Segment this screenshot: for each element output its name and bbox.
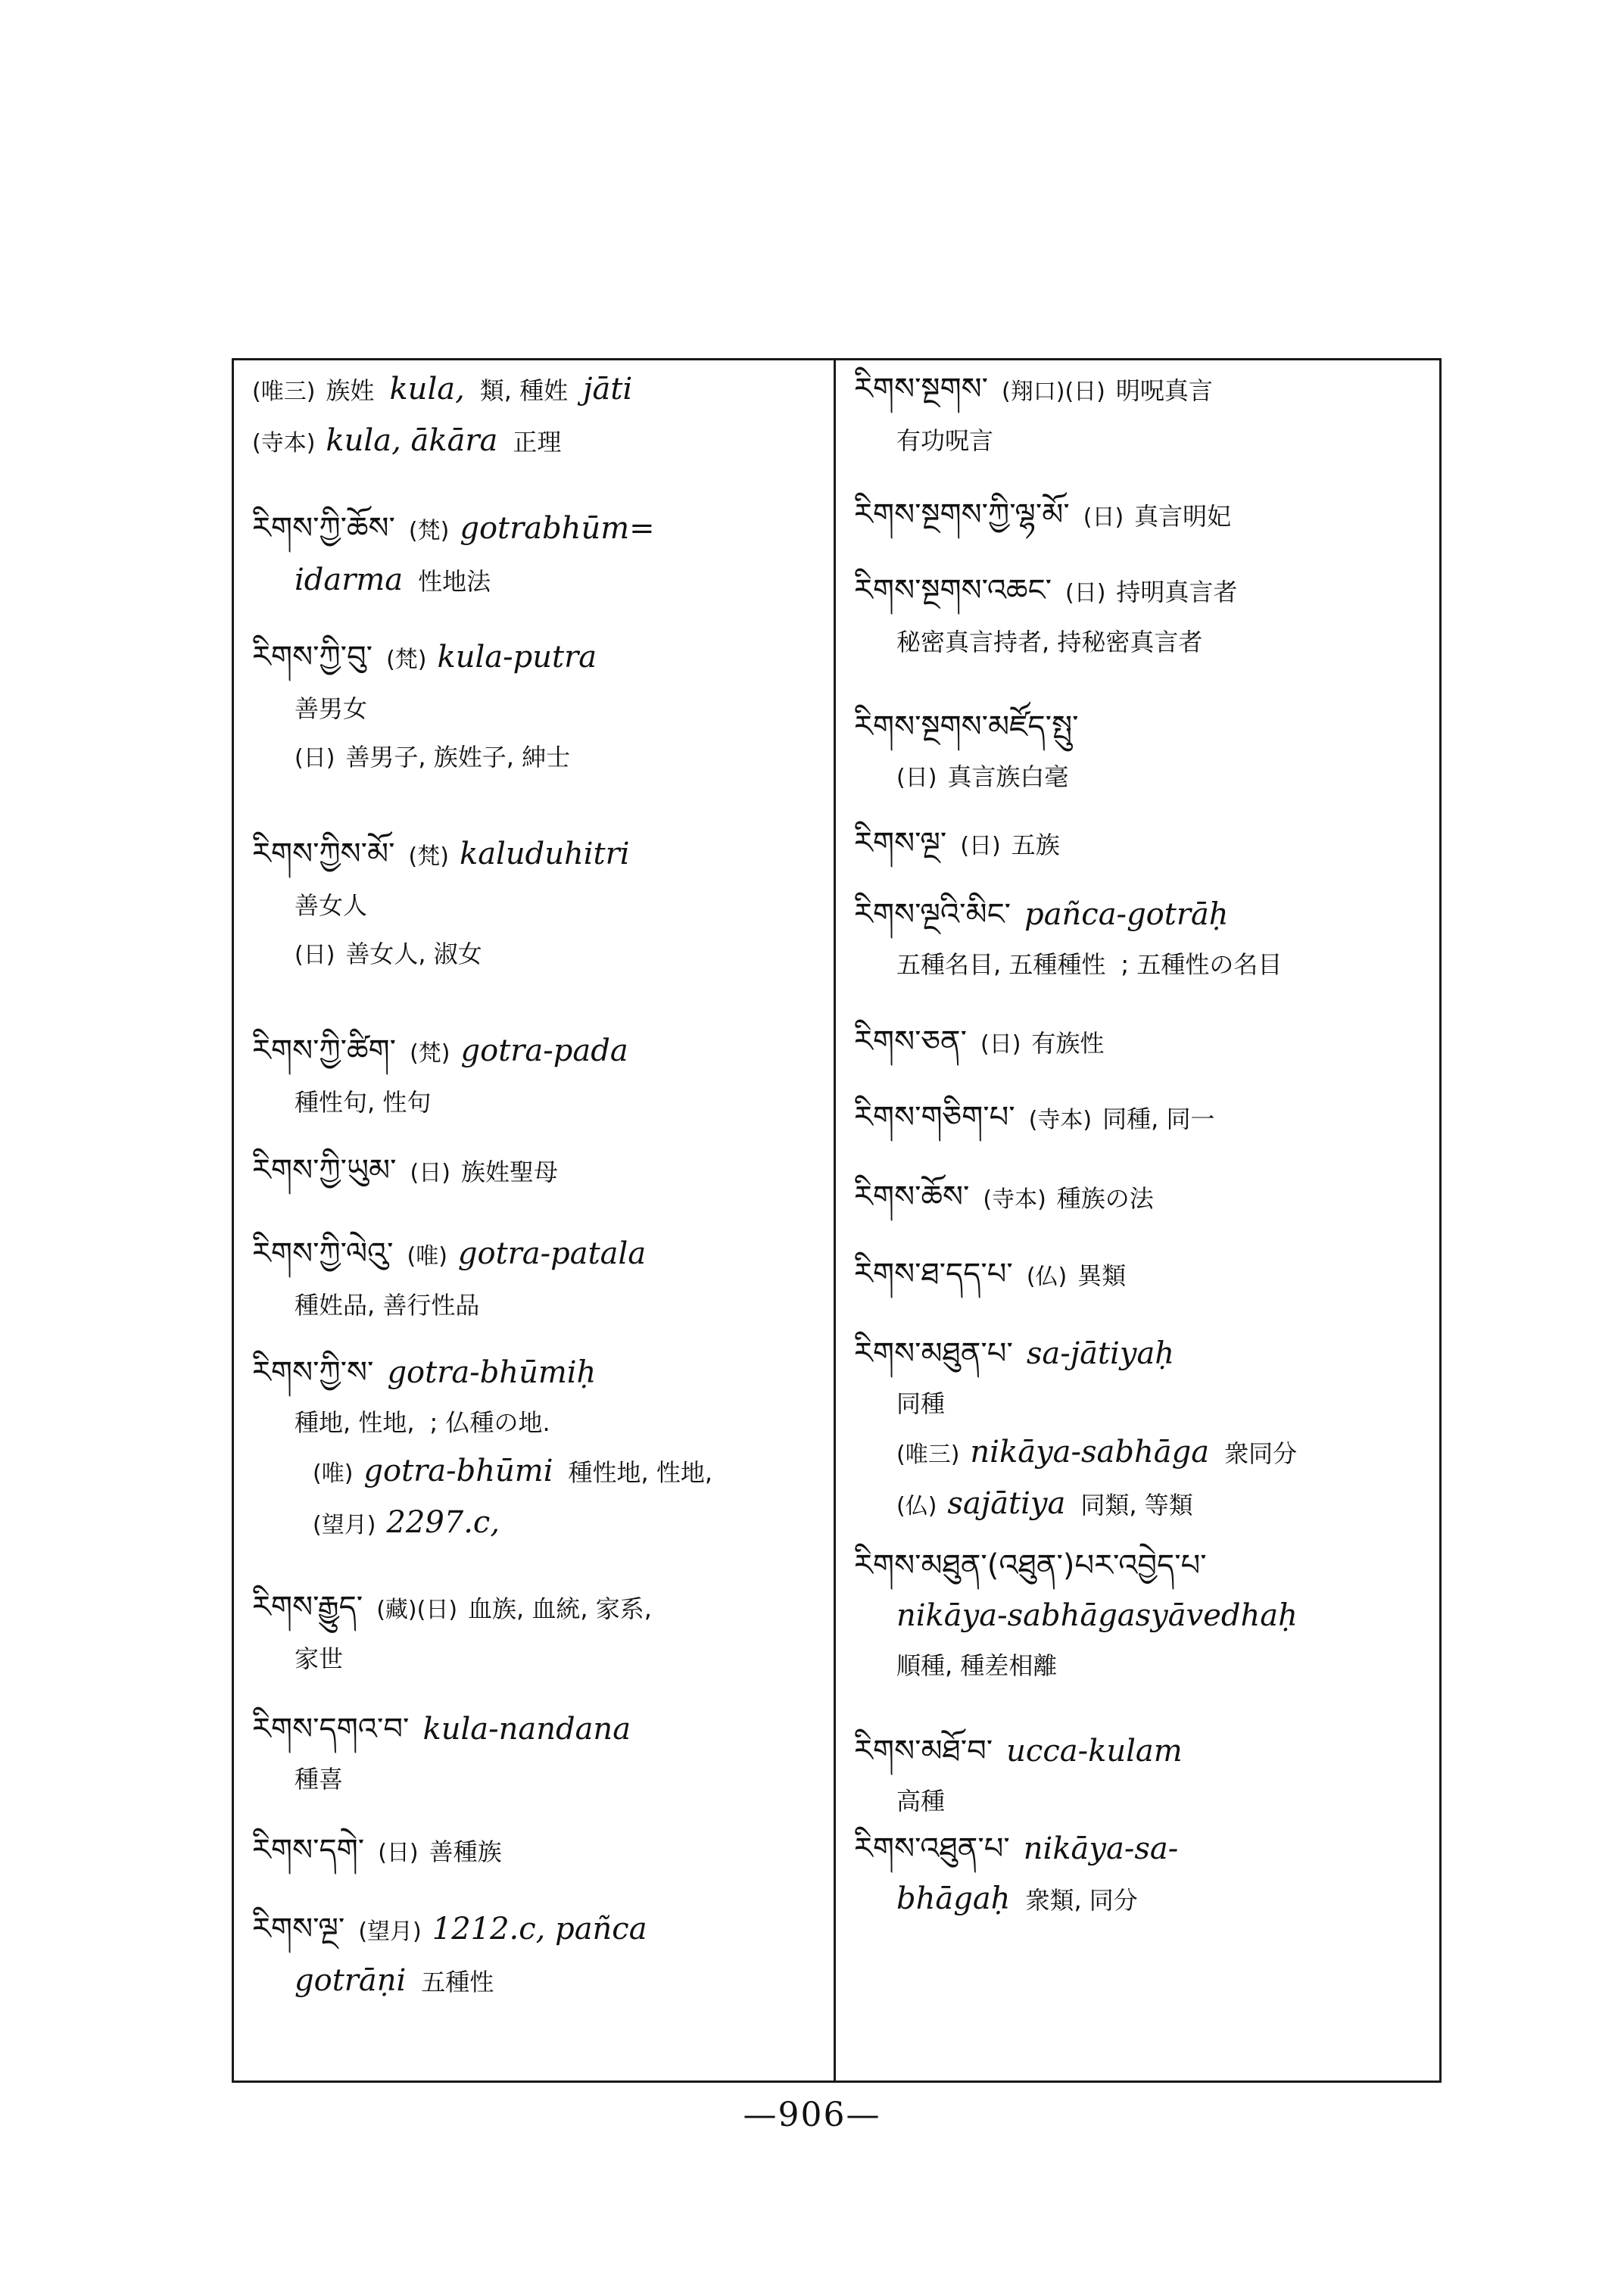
source-abbrev: (藏)(日) bbox=[376, 1597, 458, 1623]
sanskrit-term: nikāya-sabhāga bbox=[970, 1435, 1210, 1470]
japanese-gloss: 種地, 性地, bbox=[295, 1408, 415, 1437]
page-number: —906— bbox=[743, 2096, 881, 2134]
entry-line bbox=[854, 1379, 1427, 1428]
sanskrit-term: sa-jātiyaḥ bbox=[1026, 1336, 1175, 1371]
entry-line bbox=[854, 1875, 1427, 1925]
dictionary-entry bbox=[252, 365, 821, 468]
tibetan-headword: རིགས་ཀྱི་ཚིག་ bbox=[252, 1033, 397, 1068]
japanese-gloss: 族姓聖母 bbox=[460, 1158, 558, 1186]
source-abbrev: (唯) bbox=[407, 1243, 447, 1270]
source-abbrev: (日) bbox=[378, 1840, 419, 1866]
japanese-gloss: 種喜 bbox=[295, 1765, 344, 1794]
tibetan-headword: རིགས་སྔགས་ཀྱི་ལྷ་མོ་ bbox=[854, 497, 1070, 532]
japanese-gloss: 五種名目, 五種種性 bbox=[896, 950, 1106, 979]
entry-line bbox=[252, 1635, 821, 1683]
dictionary-entry bbox=[854, 1093, 1427, 1145]
japanese-gloss: 種性句, 性句 bbox=[295, 1088, 432, 1117]
japanese-gloss: ; 五種性の名目 bbox=[1121, 950, 1283, 979]
source-abbrev: (唯三) bbox=[252, 379, 316, 405]
entry-line bbox=[252, 1230, 821, 1281]
source-abbrev: (梵) bbox=[410, 1040, 450, 1067]
dictionary-entry bbox=[854, 1018, 1427, 1069]
sanskrit-term: gotra-bhūmiḥ bbox=[387, 1355, 597, 1390]
dictionary-entry bbox=[854, 1329, 1427, 1531]
japanese-gloss: 善男子, 族姓子, 紳士 bbox=[345, 743, 571, 771]
entry-line bbox=[854, 703, 1427, 753]
tibetan-headword: རིགས་ཀྱི་ཆོས་ bbox=[252, 511, 395, 546]
sanskrit-term: ucca-kulam bbox=[1006, 1734, 1183, 1769]
dictionary-entry bbox=[252, 1348, 821, 1550]
source-abbrev: (梵) bbox=[408, 843, 449, 870]
japanese-gloss: 性地法 bbox=[418, 567, 491, 596]
entry-line bbox=[252, 1027, 821, 1078]
entry-line bbox=[854, 1250, 1427, 1301]
dictionary-entry bbox=[854, 1250, 1427, 1301]
entry-line bbox=[854, 365, 1427, 416]
tibetan-headword: རིགས་གཅིག་པ་ bbox=[854, 1100, 1015, 1135]
japanese-gloss: 五族 bbox=[1011, 831, 1060, 859]
sanskrit-term: gotrāṇi bbox=[295, 1963, 407, 1998]
japanese-gloss: 真言族白毫 bbox=[947, 762, 1069, 791]
tibetan-headword: རིགས་འཐུན་པ་ bbox=[854, 1831, 1010, 1866]
dictionary-entry bbox=[252, 1027, 821, 1127]
entry-line bbox=[252, 1348, 821, 1398]
source-abbrev: (日) bbox=[295, 745, 335, 771]
japanese-gloss: 血族, 血統, 家系, bbox=[468, 1594, 652, 1623]
entry-line bbox=[252, 365, 821, 416]
sanskrit-term: kula, bbox=[389, 372, 465, 407]
japanese-gloss: 善女人, 淑女 bbox=[345, 940, 482, 968]
sanskrit-term: bhāgaḥ bbox=[896, 1881, 1011, 1916]
tibetan-headword: རིགས་ཀྱི་བུ་ bbox=[252, 640, 373, 675]
sanskrit-term: jāti bbox=[583, 372, 633, 407]
japanese-gloss: 五種性 bbox=[421, 1968, 494, 1996]
japanese-gloss: 善女人 bbox=[295, 891, 368, 920]
tibetan-headword: རིགས་ཀྱི་ས་ bbox=[252, 1355, 374, 1390]
entry-line bbox=[854, 819, 1427, 871]
dictionary-entry bbox=[252, 1826, 821, 1878]
entry-line bbox=[854, 1479, 1427, 1531]
sanskrit-term: pañca-gotrāḥ bbox=[1024, 897, 1229, 932]
entry-line bbox=[252, 1583, 821, 1635]
dictionary-entry bbox=[854, 819, 1427, 871]
japanese-gloss: 種姓品, 善行性品 bbox=[295, 1291, 480, 1320]
entry-line bbox=[252, 1498, 821, 1550]
sanskrit-term: 2297.c, bbox=[386, 1505, 500, 1540]
japanese-gloss: 種性地, 性地, bbox=[568, 1458, 713, 1487]
tibetan-headword: རིགས་དགེ་ bbox=[252, 1833, 365, 1868]
source-abbrev: (日) bbox=[1065, 580, 1106, 606]
japanese-gloss: 善男女 bbox=[295, 694, 368, 723]
source-abbrev: (唯三) bbox=[896, 1442, 960, 1468]
sanskrit-term: 1212.c, pañca bbox=[432, 1912, 647, 1946]
entry-line bbox=[252, 1826, 821, 1878]
japanese-gloss: 類, 種姓 bbox=[479, 376, 569, 405]
sanskrit-term: kula-nandana bbox=[422, 1712, 631, 1747]
tibetan-headword: རིགས་སྔགས་མཛོད་སྤུ་ bbox=[854, 709, 1079, 744]
sanskrit-term: nikāya-sabhāgasyāvedhaḥ bbox=[896, 1598, 1298, 1633]
left-column bbox=[234, 360, 834, 2080]
tibetan-headword: རིགས་ཀྱི་ལེའུ་ bbox=[252, 1236, 394, 1271]
japanese-gloss: 高種 bbox=[896, 1787, 946, 1816]
source-abbrev: (寺本) bbox=[252, 430, 316, 457]
entry-line bbox=[854, 566, 1427, 618]
japanese-gloss: 衆同分 bbox=[1224, 1439, 1298, 1468]
dictionary-entry bbox=[854, 1727, 1427, 1825]
tibetan-headword: རིགས་ཐ་དད་པ་ bbox=[854, 1257, 1013, 1292]
japanese-gloss: 種族の法 bbox=[1056, 1184, 1154, 1213]
source-abbrev: (望月) bbox=[313, 1512, 376, 1538]
entry-line bbox=[854, 753, 1427, 803]
entry-line bbox=[854, 1173, 1427, 1224]
japanese-gloss: 同種 bbox=[896, 1389, 946, 1418]
source-abbrev: (仏) bbox=[1026, 1264, 1068, 1290]
dictionary-page-frame bbox=[232, 358, 1442, 2083]
entry-line bbox=[854, 1825, 1427, 1875]
dictionary-entry bbox=[854, 703, 1427, 803]
entry-line bbox=[252, 684, 821, 733]
dictionary-entry bbox=[252, 1705, 821, 1803]
entry-line bbox=[252, 1705, 821, 1755]
dictionary-entry bbox=[854, 1825, 1427, 1925]
entry-line bbox=[252, 1447, 821, 1498]
entry-line bbox=[252, 1146, 821, 1198]
tibetan-headword: རིགས་དགའ་བ་ bbox=[252, 1712, 410, 1747]
entry-line bbox=[252, 830, 821, 881]
source-abbrev: (寺本) bbox=[1028, 1107, 1093, 1133]
sanskrit-term: gotra-pada bbox=[460, 1033, 628, 1068]
entry-line bbox=[854, 1428, 1427, 1479]
source-abbrev: (翔口)(日) bbox=[1002, 379, 1105, 405]
entry-line bbox=[252, 930, 821, 980]
entry-line bbox=[252, 733, 821, 783]
source-abbrev: (望月) bbox=[358, 1918, 422, 1945]
source-abbrev: (日) bbox=[980, 1031, 1021, 1058]
sanskrit-term: nikāya-sa- bbox=[1023, 1831, 1179, 1866]
sanskrit-term: kula, ākāra bbox=[326, 423, 498, 458]
japanese-gloss: 持明真言者 bbox=[1116, 578, 1238, 606]
entry-line bbox=[854, 1727, 1427, 1777]
dictionary-entry bbox=[252, 1905, 821, 2006]
dictionary-entry bbox=[252, 633, 821, 783]
source-abbrev: (日) bbox=[896, 765, 937, 791]
japanese-gloss: 同類, 等類 bbox=[1080, 1491, 1193, 1519]
entry-line bbox=[854, 416, 1427, 465]
japanese-gloss: 順種, 種差相離 bbox=[896, 1651, 1058, 1680]
entry-line bbox=[854, 1541, 1427, 1591]
tibetan-headword: རིགས་མཐུན་(འཐུན་)པར་འབྱེད་པ་ bbox=[854, 1548, 1207, 1583]
entry-line bbox=[252, 416, 821, 468]
entry-line bbox=[252, 1956, 821, 2006]
entry-line bbox=[854, 890, 1427, 940]
sanskrit-term: sajātiya bbox=[947, 1486, 1066, 1521]
right-column bbox=[834, 360, 1439, 2080]
entry-line bbox=[854, 1093, 1427, 1145]
entry-line bbox=[854, 1329, 1427, 1379]
entry-line bbox=[252, 1905, 821, 1956]
tibetan-headword: རིགས་ཀྱིས་མོ་ bbox=[252, 837, 395, 871]
japanese-gloss: 族姓 bbox=[326, 376, 375, 405]
entry-line bbox=[854, 491, 1427, 542]
japanese-gloss: 真言明妃 bbox=[1134, 502, 1232, 531]
sanskrit-term: gotra-patala bbox=[457, 1236, 647, 1271]
japanese-gloss: 家世 bbox=[295, 1644, 344, 1673]
japanese-gloss: 衆類, 同分 bbox=[1025, 1886, 1138, 1915]
entry-line bbox=[252, 1398, 821, 1447]
source-abbrev: (日) bbox=[1083, 504, 1124, 531]
entry-line bbox=[854, 1641, 1427, 1690]
dictionary-entry bbox=[854, 566, 1427, 666]
tibetan-headword: རིགས་སྔགས་ bbox=[854, 372, 989, 407]
source-abbrev: (寺本) bbox=[983, 1186, 1046, 1213]
source-abbrev: (梵) bbox=[386, 647, 427, 673]
tibetan-headword: རིགས་སྔགས་འཆང་ bbox=[854, 573, 1052, 608]
japanese-gloss: 明呪真言 bbox=[1115, 376, 1213, 405]
entry-line bbox=[854, 1591, 1427, 1641]
tibetan-headword: རིགས་མཐོ་བ་ bbox=[854, 1734, 993, 1769]
tibetan-headword: རིགས་ཀྱི་ཡུམ་ bbox=[252, 1153, 397, 1188]
dictionary-entry bbox=[252, 504, 821, 606]
sanskrit-term: gotra-bhūmi bbox=[363, 1454, 553, 1488]
entry-line bbox=[854, 618, 1427, 666]
entry-line bbox=[252, 633, 821, 684]
entry-line bbox=[854, 1018, 1427, 1069]
dictionary-entry bbox=[854, 1541, 1427, 1690]
japanese-gloss: 有功呪言 bbox=[896, 426, 994, 455]
sanskrit-term: kula-putra bbox=[437, 640, 597, 675]
japanese-gloss: 異類 bbox=[1077, 1261, 1127, 1290]
dictionary-entry bbox=[854, 890, 1427, 989]
entry-line bbox=[252, 1078, 821, 1127]
entry-line bbox=[252, 1281, 821, 1329]
dictionary-entry bbox=[252, 1230, 821, 1329]
dictionary-entry bbox=[252, 1583, 821, 1683]
entry-line bbox=[252, 504, 821, 556]
tibetan-headword: རིགས་རྒྱུད་ bbox=[252, 1590, 363, 1625]
tibetan-headword: རིགས་ཅན་ bbox=[854, 1024, 967, 1059]
japanese-gloss: 秘密真言持者, 持秘密真言者 bbox=[896, 628, 1203, 656]
dictionary-entry bbox=[854, 491, 1427, 542]
entry-line bbox=[252, 556, 821, 606]
tibetan-headword: རིགས་ལྔ་ bbox=[252, 1912, 345, 1946]
dictionary-entry bbox=[854, 1173, 1427, 1224]
tibetan-headword: རིགས་ལྔའི་མིང་ bbox=[854, 897, 1011, 932]
japanese-gloss: 同種, 同一 bbox=[1102, 1105, 1215, 1133]
tibetan-headword: རིགས་མཐུན་པ་ bbox=[854, 1336, 1013, 1371]
source-abbrev: (仏) bbox=[896, 1493, 937, 1519]
sanskrit-term: idarma bbox=[295, 563, 404, 597]
source-abbrev: (日) bbox=[295, 942, 335, 968]
source-abbrev: (唯) bbox=[313, 1460, 354, 1487]
source-abbrev: (日) bbox=[410, 1160, 450, 1186]
entry-line bbox=[854, 940, 1427, 989]
dictionary-entry bbox=[252, 830, 821, 980]
entry-line bbox=[252, 1755, 821, 1803]
tibetan-headword: རིགས་ཆོས་ bbox=[854, 1180, 970, 1214]
sanskrit-term: kaluduhitri bbox=[459, 837, 630, 871]
dictionary-entry bbox=[854, 365, 1427, 465]
source-abbrev: (梵) bbox=[408, 518, 450, 544]
japanese-gloss: 正理 bbox=[513, 428, 562, 457]
japanese-gloss: 善種族 bbox=[429, 1837, 502, 1866]
entry-line bbox=[854, 1777, 1427, 1825]
dictionary-entry bbox=[252, 1146, 821, 1198]
sanskrit-term: gotrabhūm= bbox=[460, 511, 655, 546]
entry-line bbox=[252, 881, 821, 930]
tibetan-headword: རིགས་ལྔ་ bbox=[854, 826, 947, 861]
japanese-gloss: ; 仏種の地. bbox=[429, 1408, 550, 1437]
source-abbrev: (日) bbox=[960, 833, 1001, 859]
japanese-gloss: 有族性 bbox=[1031, 1029, 1105, 1058]
